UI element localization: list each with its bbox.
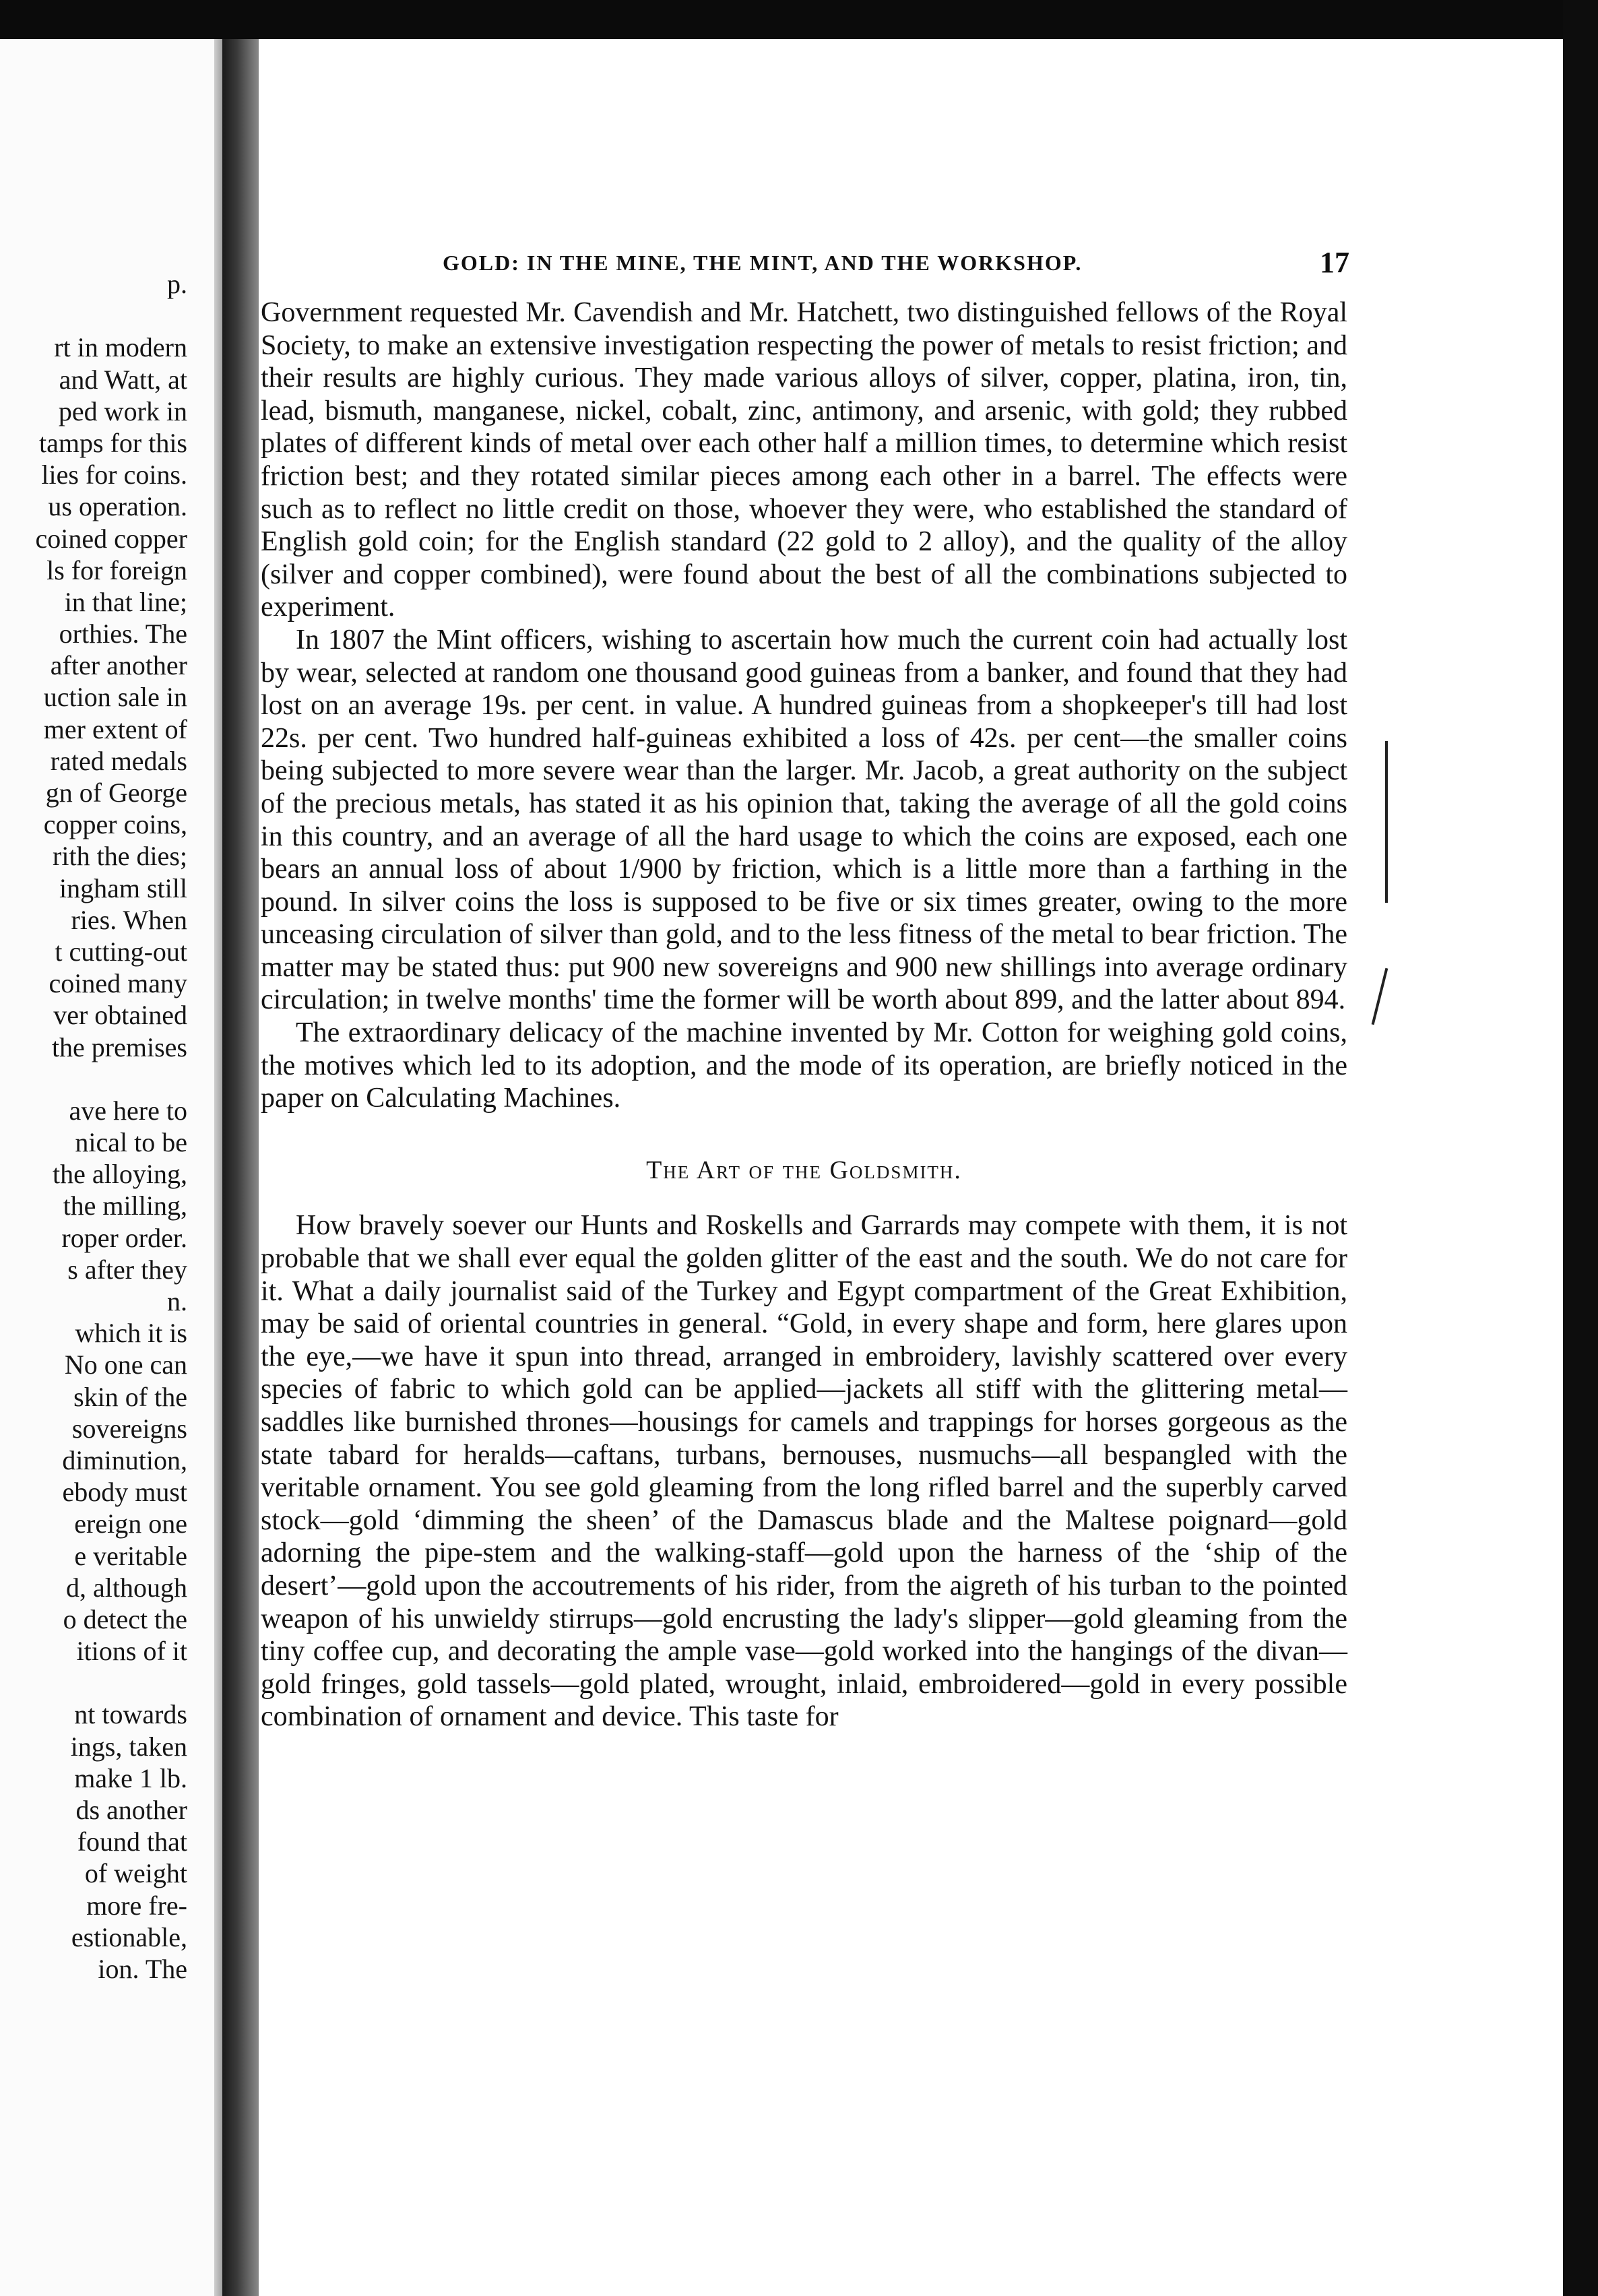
facing-page-line: n. xyxy=(167,1286,187,1316)
facing-page-line: itions of it xyxy=(76,1636,187,1667)
scan-border-top xyxy=(0,0,1598,39)
facing-page-line: d, although xyxy=(66,1572,187,1603)
facing-page-line: orthies. The xyxy=(59,618,187,649)
facing-page-line: and Watt, at xyxy=(59,364,187,395)
facing-page-line: ave here to xyxy=(69,1095,187,1126)
facing-page-line: us operation. xyxy=(48,491,187,522)
facing-page-line xyxy=(0,1667,187,1698)
facing-page-line: ings, taken xyxy=(70,1731,187,1762)
running-head: GOLD: IN THE MINE, THE MINT, AND THE WORKSHOP. xyxy=(443,251,1083,275)
paragraph-alloy-friction: Government requested Mr. Cavendish and Mr. Hatchett, two distinguished fellows of the Royal Society, to make an extensive investigation respecting the power of metals to resist friction; and their results are highly curious. They made various alloys of silver, copper, platina, iron, tin, lead, bismuth, manganese, nickel, cobalt, zinc, antimony, and arsenic, with gold; they rubbed plates of different kinds of metal over each other half a million times, to determine which resist friction best; and they rotated similar pieces among each other in a barrel. The effects were such as to reflect no little credit on those, whoever they were, who established the standard of English gold coin; for the English standard (22 gold to 2 alloy), and the quality of the alloy (silver and copper combined), were found about the best of all the combinations subjected to experiment. xyxy=(261,297,1347,623)
facing-page-line: lies for coins. xyxy=(41,459,187,490)
facing-page-line: after another xyxy=(50,650,187,681)
facing-page-line: ingham still xyxy=(59,872,187,903)
facing-page-line: ped work in xyxy=(58,395,187,426)
facing-page-line xyxy=(0,1063,187,1095)
facing-page-line: sovereigns xyxy=(71,1413,187,1444)
margin-pencil-line xyxy=(1385,741,1388,903)
facing-page-line: o detect the xyxy=(63,1603,187,1634)
facing-page-line: ries. When xyxy=(71,904,187,935)
facing-page-line: rated medals xyxy=(50,745,187,776)
facing-page-line: skin of the xyxy=(73,1381,187,1412)
facing-page-line: t cutting-out xyxy=(55,936,187,967)
paragraph-goldsmith: How bravely soever our Hunts and Roskells and Garrards may compete with them, it is not probable that we shall ever equal the golden glitter of the east and the south. We do not care for it. What a daily journalist said of the Turkey and Egypt compartment of the Great Exhibition, may be said of oriental countries in general. “Gold, in every shape and form, here glares upon the eye,—we have it spun into thread, arranged in embroidery, lavishly scattered over every species of fabric to which gold can be applied—jackets all stiff with the glittering metal—saddles like burnished thrones—housings for camels and trappings for horses gorgeous as the state tabard for heralds—caftans, turbans, bernouses, nusmuchs—all bespangled with the veritable ornament. You see gold gleaming from the long rifled barrel and the superbly carved stock—gold ‘dimming the sheen’ of the Damascus blade and the Maltese poignard—gold adorning the pipe-stem and the walking-staff—gold upon the harness of the ‘ship of the desert’—gold upon the accoutrements of his rider, from the aigreth of his turban to the pointed weapon of his unwieldy stirrups—gold encrusting the lady's slipper—gold gleaming from the tiny coffee cup, and decorating the ample vase—gold worked into the hangings of the divan—gold fringes, gold tassels—gold plated, wrought, inlaid, embroidered—gold in every possible combination of ornament and device. This taste for xyxy=(261,1210,1347,1733)
facing-page-line: roper order. xyxy=(61,1222,187,1253)
facing-page-line: s after they xyxy=(67,1254,187,1285)
paragraph-mint-wear: In 1807 the Mint officers, wishing to ascertain how much the current coin had actually lost by wear, selected at random one thousand good guineas from a banker, and found that they had lost on an average 19s. per cent. in value. A hundred guineas from a shopkeeper's till had lost 22s. per cent. Two hundred half-guineas exhibited a loss of 42s. per cent—the smaller coins being subjected to more severe wear than the larger. Mr. Jacob, a great authority on the subject of the precious metals, has stated it as his opinion that, taking the average of all the gold coins in this country, and an average of all the hard usage to which the coins are exposed, each one bears an annual loss of about 1/900 by friction, which is a little more than a farthing in the pound. In silver coins the loss is supposed to be five or six times greater, owing to the more unceasing circulation of silver than gold, and to the less fitness of the metal to bear friction. The matter may be stated thus: put 900 new sovereigns and 900 new shillings into average ordinary circulation; in twelve months' time the former will be worth about 899, and the latter about 894. xyxy=(261,624,1347,1016)
facing-page-line: tamps for this xyxy=(39,427,187,458)
facing-page-line xyxy=(0,300,187,331)
facing-page-line: e veritable xyxy=(74,1540,187,1571)
facing-page-line: ion. The xyxy=(98,1953,187,1984)
facing-page-line: coined copper xyxy=(35,523,187,554)
facing-page-line: the milling, xyxy=(63,1190,187,1221)
facing-page-text-column xyxy=(0,268,187,1985)
facing-page-line: diminution, xyxy=(62,1444,187,1475)
facing-page-line: ls for foreign xyxy=(46,554,187,585)
facing-page-line: ereign one xyxy=(74,1508,187,1539)
page-header xyxy=(261,245,1349,283)
facing-page-gutter xyxy=(214,39,222,2296)
scan-border-right xyxy=(1563,0,1598,2296)
facing-page-line: uction sale in xyxy=(43,682,187,713)
facing-page-line: ver obtained xyxy=(53,1000,187,1031)
facing-page-line: No one can xyxy=(64,1349,187,1380)
facing-page-line: coined many xyxy=(49,968,187,999)
section-title: The Art of the Goldsmith. xyxy=(646,1155,962,1184)
paragraph-cotton-machine: The extraordinary delicacy of the machine invented by Mr. Cotton for weighing gold coins, the motives which led to its adoption, and the mode of its operation, are briefly noticed in the paper on Calculating Machines. xyxy=(261,1017,1347,1114)
facing-page-fragment xyxy=(0,39,222,2296)
facing-page-line: nical to be xyxy=(75,1127,187,1158)
page-number: 17 xyxy=(1320,246,1349,279)
facing-page-line: mer extent of xyxy=(43,713,187,744)
facing-page-line: estionable, xyxy=(71,1921,187,1952)
facing-page-line: gn of George xyxy=(45,777,187,808)
facing-page-line: more fre- xyxy=(86,1890,187,1921)
facing-page-line: ds another xyxy=(75,1795,187,1825)
facing-page-line: rith the dies; xyxy=(53,841,187,872)
page-body xyxy=(261,296,1347,1733)
facing-page-line: make 1 lb. xyxy=(74,1762,187,1793)
facing-page-line: the premises xyxy=(51,1031,187,1062)
facing-page-line: which it is xyxy=(75,1318,187,1349)
facing-page-line: ebody must xyxy=(62,1477,187,1508)
facing-page-line: p. xyxy=(167,269,187,299)
facing-page-line: rt in modern xyxy=(54,332,187,363)
book-spine-shadow xyxy=(222,39,259,2296)
facing-page-line: the alloying, xyxy=(53,1159,187,1190)
facing-page-line: copper coins, xyxy=(43,809,187,840)
facing-page-line: nt towards xyxy=(74,1699,187,1730)
facing-page-line: of weight xyxy=(84,1858,187,1889)
facing-page-line: in that line; xyxy=(64,586,187,617)
facing-page-line: found that xyxy=(77,1826,187,1857)
